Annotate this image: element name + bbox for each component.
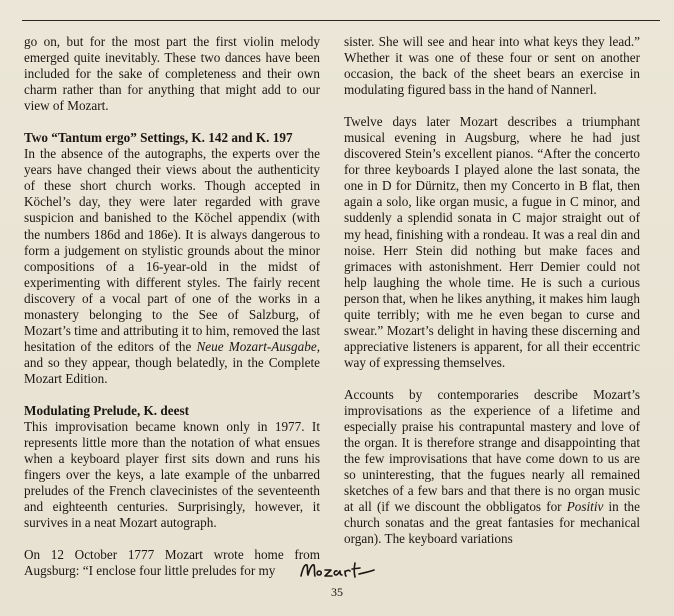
paragraph: On 12 October 1777 Mozart wrote home from Augsburg: “I enclose four little preludes for my [24,547,320,579]
italic-title: Neue Mozart-Ausgabe, [196,338,320,354]
right-column [344,34,640,547]
section-heading-modulating-prelude: Modulating Prelude, K. deest [24,402,189,418]
paragraph-text: Accounts by contemporaries describe Mozart’s improvisations as the experience of a lifetime and especially praise his contrapuntal mastery and love of the organ. It is therefore strange and disappointing that the few improvisations that have come down to us are so uninteresting, that the fugues nearly all remained sketches of a few bars and that there is no organ music at all (if we discount the obbligatos for [344,386,640,515]
paragraph: This improvisation became known only in 1977. It represents little more than the notation of what ensues when a keyboard player first sits down and runs his fingers over the keys, a late example of the unbarred preludes of the French clavecinistes of the seventeenth and eighteenth centuries. Surprisingly, however, it survives in a neat Mozart autograph. [24,419,320,531]
paragraph: go on, but for the most part the first violin melody emerged quite inevitably. These two dances have been included for the sake of completeness and their own charm rather than for anything that might add to our view of Mozart. [24,34,320,114]
paragraph-text: in the church sonatas and the great fantasies for mechanical organ). The keyboard variations [344,499,640,547]
text-columns [24,34,656,579]
left-column [24,34,320,579]
mozart-signature [0,559,674,586]
paragraph-text: and so they appear, though belatedly, in the Complete Mozart Edition. [24,354,320,386]
paragraph: Twelve days later Mozart describes a triumphant musical evening in Augsburg, where he had just discovered Stein’s excellent pianos. “After the concerto for three keyboards I played alone the last sonata, the one in D for Dürnitz, then my Concerto in B flat, then again a solo, like organ music, a fugue in C minor, and suddenly a splendid sonata in C major straight out of my head, finishing with a rondeau. It was a real din and noise. Herr Stein did nothing but make faces and grimaces with astonishment. Herr Demier could not help laughing the whole time. He is such a curious person that, when he likes anything, it makes him laugh quite terribly; with me he even began to curse and swear.” Mozart’s delight in having these discerning and appreciative listeners is apparent, for all their eccentric way of expressing themselves. [344,114,640,370]
italic-term: Positiv [566,499,604,515]
paragraph [344,387,640,547]
mozart-signature-icon [297,559,377,581]
paragraph-text: In the absence of the autographs, the experts over the years have changed their views about the authenticity of these short church works. Though accepted in Köchel’s day, they were later regarded with grave suspicion and banished to the Köchel appendix (with the numbers 186d and 186e). It is always dangerous to form a judgement on stylistic grounds about the minor compositions of a 16-year-old in the midst of experimenting with different styles. The fairly recent discovery of a vocal part of one of the works in a monastery belonging to the See of Salzburg, of Mozart’s time and attributing it to him, removed the last hesitation of the editors of the [24,146,320,354]
section-heading-tantum-ergo: Two “Tantum ergo” Settings, K. 142 and K. 197 [24,130,293,146]
paragraph [24,146,320,387]
paragraph: sister. She will see and hear into what keys they lead.” Whether it was one of these four or sent on another occasion, the back of the sheet bears an exercise in modulating figured bass in the hand of Nannerl. [344,34,640,98]
top-rule [22,20,660,21]
page-number: 35 [331,585,343,599]
